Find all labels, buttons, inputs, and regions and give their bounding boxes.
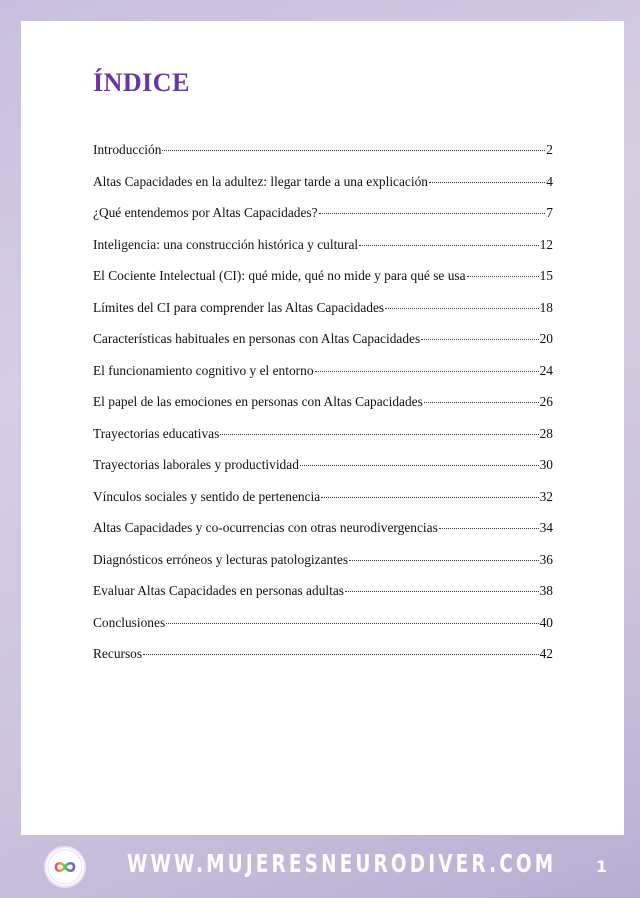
- toc-entry-page: 38: [539, 583, 553, 598]
- toc-entry[interactable]: [93, 552, 553, 584]
- toc-entry-page: 30: [539, 457, 553, 472]
- toc-entry[interactable]: [93, 331, 553, 363]
- toc-entry-page: 32: [539, 488, 553, 504]
- dot-leader: [162, 150, 545, 151]
- toc-entry-label: Conclusiones: [93, 614, 166, 630]
- toc-entry[interactable]: [93, 174, 553, 206]
- toc-entry-label: Inteligencia: una construcción histórica y cultural: [93, 236, 359, 252]
- dot-leader: [321, 497, 538, 498]
- toc-entry[interactable]: [93, 646, 553, 678]
- website-url[interactable]: WWW.MUJERESNEURODIVER.COM: [127, 849, 557, 878]
- toc-entry[interactable]: [93, 237, 553, 269]
- toc-entry-page: 12: [539, 236, 553, 252]
- dot-leader: [220, 434, 538, 435]
- dot-leader: [345, 591, 539, 592]
- toc-entry-page: 2: [546, 142, 553, 157]
- dot-leader: [143, 654, 539, 655]
- dot-leader: [359, 245, 538, 246]
- toc-entry-page: 42: [539, 646, 553, 661]
- toc-entry-label: El papel de las emociones en personas con Altas Capacidades: [93, 394, 423, 409]
- dot-leader: [349, 560, 539, 561]
- dot-leader: [319, 213, 546, 214]
- toc-entry-label: Trayectorias educativas: [93, 425, 220, 441]
- toc-entry[interactable]: [93, 394, 553, 426]
- toc-entry-page: 18: [539, 299, 553, 315]
- toc-entry-page: 7: [546, 205, 553, 220]
- toc-entry-label: Características habituales en personas con Altas Capacidades: [93, 331, 421, 346]
- toc-entry[interactable]: [93, 300, 553, 332]
- page-title: ÍNDICE: [93, 68, 190, 97]
- toc-entry-label: Altas Capacidades en la adultez: llegar tarde a una explicación: [93, 173, 428, 189]
- toc-entry[interactable]: [93, 142, 553, 174]
- table-of-contents: [93, 142, 553, 678]
- toc-entry-page: 34: [539, 520, 553, 535]
- toc-entry[interactable]: [93, 268, 553, 300]
- toc-entry[interactable]: [93, 205, 553, 237]
- page-number: 1: [596, 857, 608, 876]
- dot-leader: [166, 623, 538, 624]
- toc-entry-label: Diagnósticos erróneos y lecturas patologizantes: [93, 551, 349, 567]
- dot-leader: [439, 528, 539, 529]
- toc-entry[interactable]: [93, 457, 553, 489]
- toc-entry-page: 26: [539, 394, 553, 409]
- document-page: [21, 21, 624, 835]
- dot-leader: [424, 402, 539, 403]
- dot-leader: [467, 276, 539, 277]
- dot-leader: [300, 465, 539, 466]
- toc-entry[interactable]: [93, 363, 553, 395]
- toc-entry-label: El Cociente Intelectual (CI): qué mide, qué no mide y para qué se usa: [93, 268, 466, 283]
- infinity-rainbow-logo-icon: [46, 848, 84, 886]
- toc-entry-page: 15: [539, 268, 553, 283]
- toc-entry-label: Límites del CI para comprender las Altas Capacidades: [93, 299, 385, 315]
- toc-entry-page: 24: [539, 362, 553, 378]
- toc-entry[interactable]: [93, 583, 553, 615]
- dot-leader: [421, 339, 538, 340]
- toc-entry-page: 40: [539, 614, 553, 630]
- toc-entry-label: Vínculos sociales y sentido de pertenencia: [93, 488, 321, 504]
- toc-entry[interactable]: [93, 426, 553, 458]
- toc-entry[interactable]: [93, 615, 553, 647]
- toc-entry-page: 20: [539, 331, 553, 346]
- toc-entry-label: Recursos: [93, 646, 143, 661]
- dot-leader: [385, 308, 538, 309]
- toc-entry-page: 36: [539, 551, 553, 567]
- toc-entry-label: El funcionamiento cognitivo y el entorno: [93, 362, 314, 378]
- toc-entry-label: ¿Qué entendemos por Altas Capacidades?: [93, 205, 318, 220]
- dot-leader: [315, 371, 539, 372]
- footer: [0, 835, 640, 898]
- toc-entry[interactable]: [93, 520, 553, 552]
- toc-entry-label: Introducción: [93, 142, 162, 157]
- toc-entry-label: Evaluar Altas Capacidades en personas adultas: [93, 583, 344, 598]
- toc-entry-label: Trayectorias laborales y productividad: [93, 457, 299, 472]
- toc-entry-label: Altas Capacidades y co-ocurrencias con otras neurodivergencias: [93, 520, 438, 535]
- toc-entry-page: 28: [539, 425, 553, 441]
- toc-entry[interactable]: [93, 489, 553, 521]
- toc-entry-page: 4: [546, 173, 553, 189]
- dot-leader: [429, 182, 545, 183]
